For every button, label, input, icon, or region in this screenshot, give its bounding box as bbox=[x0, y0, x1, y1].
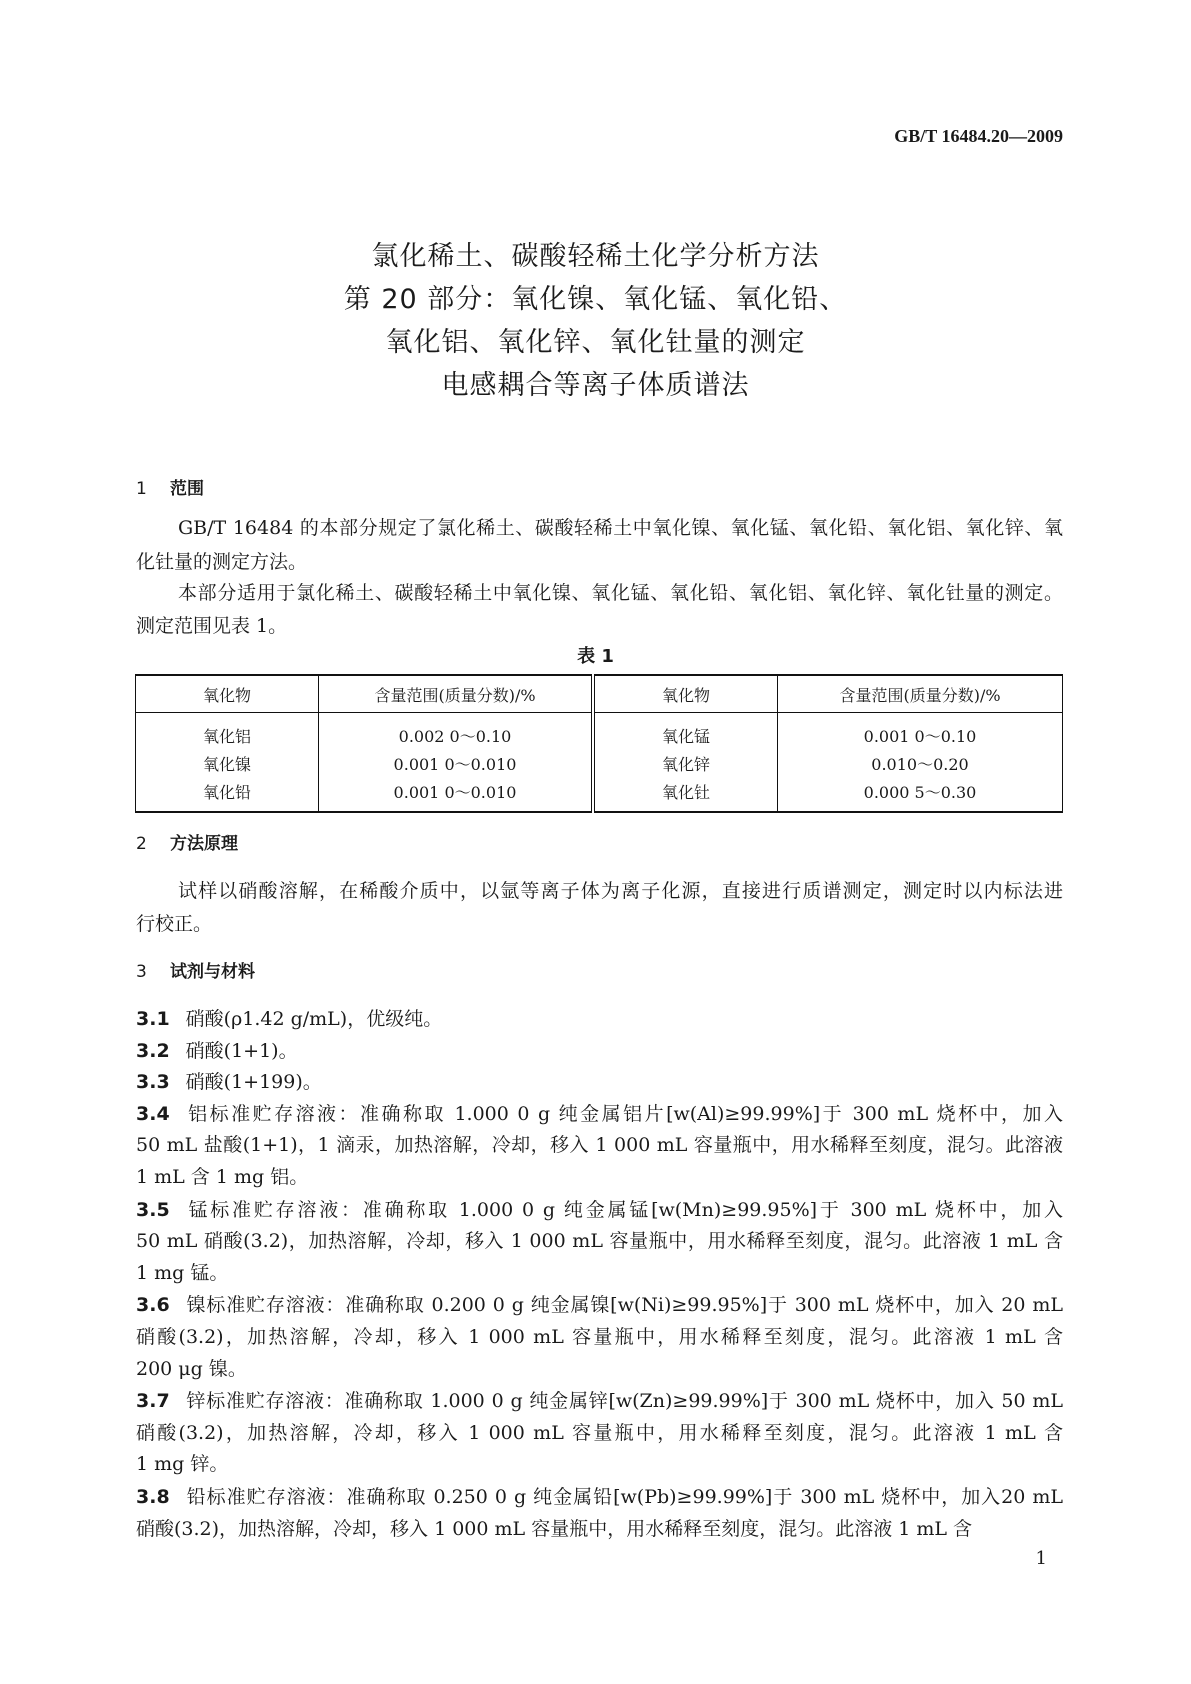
item-number: 3.8 bbox=[136, 1486, 170, 1508]
item-text: 硝酸(3.2)，加热溶解，冷却，移入 1 000 mL 容量瓶中，用水稀释至刻度，混匀。此溶液 1 mL 含 bbox=[136, 1518, 973, 1540]
item-number: 3.2 bbox=[136, 1040, 170, 1062]
table-cell: 氧化铝 bbox=[136, 713, 319, 750]
table-cell: 氧化铅 bbox=[136, 777, 319, 812]
paragraph-line: 本部分适用于氯化稀土、碳酸轻稀土中氧化镍、氧化锰、氧化铅、氧化铝、氧化锌、氧化钍量的测定。 bbox=[178, 582, 1063, 604]
item-text: 锰标准贮存溶液：准确称取 1.000 0 g 纯金属锰[w(Mn)≥99.95%]于 300 mL 烧杯中，加入 bbox=[185, 1199, 1063, 1221]
table-cell: 0.001 0～0.010 bbox=[319, 777, 594, 812]
table-caption: 表 1 bbox=[577, 646, 614, 667]
item-line bbox=[136, 1322, 1063, 1349]
item-line bbox=[136, 1226, 1063, 1253]
item-3-7 bbox=[136, 1386, 1063, 1413]
item-text: 铅标准贮存溶液：准确称取 0.250 0 g 纯金属铅[w(Pb)≥99.99%]于 300 mL 烧杯中，加入20 mL bbox=[185, 1486, 1063, 1508]
item-number: 3.6 bbox=[136, 1294, 170, 1316]
header-cell: 含量范围(质量分数)/% bbox=[319, 675, 594, 713]
item-line bbox=[136, 1258, 1063, 1285]
table-row bbox=[136, 777, 1063, 812]
paragraph-line: 测定范围见表 1。 bbox=[136, 615, 288, 637]
item-text: 硝酸(1+1)。 bbox=[185, 1040, 298, 1062]
item-text: 锌标准贮存溶液：准确称取 1.000 0 g 纯金属锌[w(Zn)≥99.99%]于 300 mL 烧杯中，加入 50 mL bbox=[185, 1390, 1063, 1412]
table-cell: 0.010～0.20 bbox=[871, 754, 969, 774]
section-number: 2 bbox=[136, 834, 147, 854]
section-1-heading bbox=[136, 474, 204, 499]
item-text: 铝标准贮存溶液：准确称取 1.000 0 g 纯金属铝片[w(Al)≥99.99%]于 300 mL 烧杯中，加入 bbox=[185, 1103, 1063, 1125]
section-title: 方法原理 bbox=[170, 834, 238, 854]
table-row bbox=[136, 749, 1063, 777]
item-3-1 bbox=[136, 1004, 1063, 1031]
item-3-2 bbox=[136, 1036, 1063, 1063]
item-line bbox=[136, 1418, 1063, 1445]
title-line-1: 氯化稀土、碳酸轻稀土化学分析方法 bbox=[371, 241, 820, 272]
item-3-4 bbox=[136, 1099, 1063, 1126]
item-3-3 bbox=[136, 1067, 1063, 1094]
item-text: 硝酸(3.2)，加热溶解，冷却，移入 1 000 mL 容量瓶中，用水稀释至刻度，混匀。此溶液 1 mL 含 bbox=[136, 1422, 1063, 1444]
header-cell: 氧化物 bbox=[136, 675, 319, 713]
paragraph-line: GB/T 16484 的本部分规定了氯化稀土、碳酸轻稀土中氧化镍、氧化锰、氧化铅、氧化铝、氧化锌、氧 bbox=[178, 517, 1063, 539]
section-title: 试剂与材料 bbox=[170, 962, 255, 982]
item-number: 3.4 bbox=[136, 1103, 170, 1125]
item-number: 3.5 bbox=[136, 1199, 170, 1221]
table-cell: 氧化锌 bbox=[593, 749, 778, 777]
item-text: 1 mL 含 1 mg 铝。 bbox=[136, 1166, 309, 1188]
item-text: 硝酸(1+199)。 bbox=[185, 1071, 322, 1093]
paragraph-line: 化钍量的测定方法。 bbox=[136, 551, 308, 573]
item-text: 50 mL 硝酸(3.2)，加热溶解，冷却，移入 1 000 mL 容量瓶中，用水稀释至刻度，混匀。此溶液 1 mL 含 bbox=[136, 1230, 1063, 1252]
item-3-8 bbox=[136, 1482, 1063, 1509]
range-table bbox=[135, 674, 1063, 813]
item-text: 1 mg 锰。 bbox=[136, 1262, 229, 1284]
item-number: 3.3 bbox=[136, 1071, 170, 1093]
table-header-row bbox=[136, 675, 1063, 713]
item-text: 200 μg 镍。 bbox=[136, 1358, 247, 1380]
section-title: 范围 bbox=[170, 479, 204, 499]
item-text: 1 mg 锌。 bbox=[136, 1453, 229, 1475]
item-line bbox=[136, 1514, 1063, 1541]
table-cell: 氧化镍 bbox=[136, 749, 319, 777]
table-row bbox=[136, 713, 1063, 750]
item-text: 50 mL 盐酸(1+1)，1 滴汞，加热溶解，冷却，移入 1 000 mL 容量瓶中，用水稀释至刻度，混匀。此溶液 bbox=[136, 1134, 1063, 1156]
table-cell: 氧化钍 bbox=[593, 777, 778, 812]
table-cell: 0.002 0～0.10 bbox=[319, 713, 594, 750]
header-cell: 含量范围(质量分数)/% bbox=[778, 675, 1063, 713]
table-cell: 氧化锰 bbox=[593, 713, 778, 750]
item-3-6 bbox=[136, 1290, 1063, 1317]
section-number: 3 bbox=[136, 962, 147, 982]
title-line-4: 电感耦合等离子体质谱法 bbox=[441, 370, 750, 401]
table-cell: 0.001 0～0.010 bbox=[319, 749, 594, 777]
paragraph-line: 行校正。 bbox=[136, 913, 213, 935]
item-number: 3.7 bbox=[136, 1390, 170, 1412]
item-text: 镍标准贮存溶液：准确称取 0.200 0 g 纯金属镍[w(Ni)≥99.95%]于 300 mL 烧杯中，加入 20 mL bbox=[185, 1294, 1063, 1316]
item-text: 硝酸(ρ1.42 g/mL)，优级纯。 bbox=[185, 1008, 443, 1030]
item-line bbox=[136, 1130, 1063, 1157]
item-line bbox=[136, 1162, 1063, 1189]
item-text: 硝酸(3.2)，加热溶解，冷却，移入 1 000 mL 容量瓶中，用水稀释至刻度，混匀。此溶液 1 mL 含 bbox=[136, 1326, 1063, 1348]
title-line-2: 第 20 部分：氧化镍、氧化锰、氧化铅、 bbox=[343, 284, 848, 315]
standard-number: GB/T 16484.20—2009 bbox=[894, 126, 1063, 146]
title-line-3: 氧化铝、氧化锌、氧化钍量的测定 bbox=[385, 327, 806, 358]
section-2-heading bbox=[136, 829, 238, 854]
page-number: 1 bbox=[1035, 1548, 1047, 1569]
item-line bbox=[136, 1449, 1063, 1476]
header-cell: 氧化物 bbox=[593, 675, 778, 713]
paragraph-line: 试样以硝酸溶解，在稀酸介质中，以氩等离子体为离子化源，直接进行质谱测定，测定时以内标法进 bbox=[178, 880, 1063, 902]
section-number: 1 bbox=[136, 479, 147, 499]
table-cell: 0.001 0～0.10 bbox=[863, 726, 977, 746]
table-cell: 0.000 5～0.30 bbox=[863, 782, 977, 802]
section-3-heading bbox=[136, 957, 255, 982]
item-number: 3.1 bbox=[136, 1008, 170, 1030]
item-3-5 bbox=[136, 1195, 1063, 1222]
item-line bbox=[136, 1354, 1063, 1381]
